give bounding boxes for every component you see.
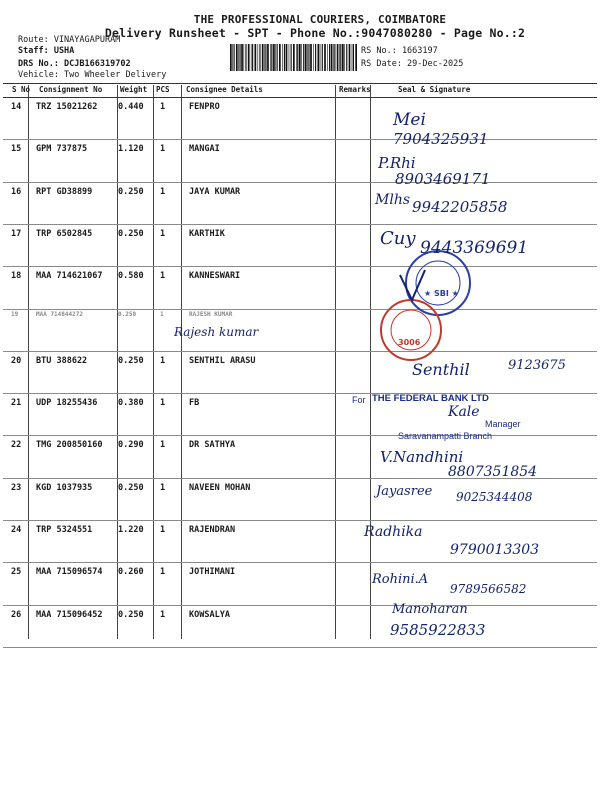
cell-pcs: 1 [160,144,166,155]
cell-pcs: 1 [160,228,166,239]
cell-name: MANGAI [189,144,220,155]
cell-weight: 0.250 [118,228,144,239]
phone-row24: 9790013303 [450,542,540,558]
cell-cno: BTU 388622 [36,355,88,366]
cell-weight: 0.290 [118,440,144,451]
rs-number: RS No.: 1663197 [361,46,438,56]
cell-weight: 0.250 [118,355,144,366]
cell-sno: 23 [11,482,22,493]
phone-row26: 9585922833 [390,621,486,639]
header-seal: Seal & Signature [398,85,471,94]
cell-name: JAYA KUMAR [189,186,241,197]
cell-sno: 15 [11,144,22,155]
cell-cno: MAA 714844272 [36,310,83,318]
federal-bank-stamp: THE FEDERAL BANK LTD [372,393,489,404]
phone-row16: 9942205858 [412,198,508,216]
svg-text:★ SBI ★: ★ SBI ★ [424,289,459,298]
cell-name: RAJENDRAN [189,525,236,535]
company-title: THE PROFESSIONAL COURIERS, COIMBATORE [193,13,447,26]
cell-pcs: 1 [160,525,166,535]
phone-row17: 9443369691 [420,238,529,258]
header-weight: Weight [120,85,148,94]
cell-cno: GPM 737875 [36,144,88,155]
drs-number: DRS No.: DCJB166319702 [18,59,131,69]
signature-row24: Radhika [364,524,423,540]
cell-pcs: 1 [160,609,166,620]
phone-row14: 7904325931 [393,130,489,148]
cell-weight: 0.250 [118,482,144,493]
cell-weight: 0.260 [118,567,144,578]
header-sno: S No [12,85,31,94]
cell-weight: 0.440 [118,102,144,112]
cell-sno: 22 [11,440,22,451]
phone-row15: 8903469171 [395,170,491,188]
signature-row16: Mlhs [375,192,411,208]
cell-cno: TMG 200850160 [36,440,103,451]
cell-pcs: 1 [160,567,166,578]
cell-name: DR SATHYA [189,440,236,451]
staff-label: Staff: USHA [18,46,75,56]
svg-text:3006: 3006 [398,338,421,347]
cell-name: SENTHIL ARASU [189,355,256,366]
cell-weight: 0.250 [118,186,144,197]
cell-name: KOWSALYA [189,609,230,620]
cell-pcs: 1 [160,271,166,282]
cell-pcs: 1 [160,102,166,112]
stamp-branch: Saravanampatti Branch [398,431,493,441]
cell-name: JOTHIMANI [189,567,236,578]
cell-weight: 0.580 [118,271,144,282]
runsheet-title: Delivery Runsheet - SPT - Phone No.:9047080280 - Page No.:2 [104,26,526,40]
cell-cno: MAA 714621067 [36,271,103,282]
cell-sno: 19 [11,310,19,318]
cell-cno: RPT GD38899 [36,186,93,197]
cell-pcs: 1 [160,482,166,493]
cell-cno: MAA 715096452 [36,609,103,620]
signature-row14: Mei [393,110,426,130]
signature-row19: Rajesh kumar [174,325,259,339]
cell-cno: KGD 1037935 [36,482,93,493]
signature-row20: Senthil [412,360,470,379]
cell-sno: 17 [11,228,22,239]
cell-cno: TRP 6502845 [36,228,93,239]
cell-name: KANNESWARI [189,271,241,282]
header-consignment: Consignment No [39,85,103,94]
cell-pcs: 1 [160,355,166,366]
cell-name: FENPRO [189,102,220,112]
header-consignee: Consignee Details [186,85,263,94]
cell-name: KARTHIK [189,228,225,239]
phone-row23: 9025344408 [456,490,533,504]
cell-sno: 21 [11,398,22,409]
cell-sno: 16 [11,186,22,197]
cell-weight: 1.220 [118,525,144,535]
cell-sno: 14 [11,102,22,112]
signature-icon [400,270,425,300]
cell-sno: 18 [11,271,22,282]
cell-sno: 26 [11,609,22,620]
sbi-stamp-icon [406,251,470,315]
stamp-role: Manager [485,419,521,429]
signature-row15: P.Rhi [378,154,416,172]
cell-pcs: 1 [160,398,166,409]
header-remarks: Remarks [339,85,371,94]
phone-row22: 8807351854 [448,464,538,480]
cell-name: FB [189,398,200,409]
signature-row22: V.Nandhini [380,448,464,466]
stamp-for-label: For [352,395,366,405]
phone-row20: 9123675 [508,358,566,373]
cell-sno: 20 [11,355,22,366]
phone-row25: 9789566582 [450,582,527,596]
cell-cno: UDP 18255436 [36,398,98,409]
cell-weight: 0.250 [118,310,137,318]
axis-bank-stamp-icon [381,300,441,360]
cell-cno: TRZ 15021262 [36,102,98,112]
cell-weight: 0.380 [118,398,144,409]
cell-pcs: 1 [160,310,164,318]
cell-weight: 1.120 [118,144,144,155]
cell-weight: 0.250 [118,609,144,620]
signature-row25: Rohini.A [372,572,429,587]
cell-cno: MAA 715096574 [36,567,103,578]
signature-row23: Jayasree [376,484,433,499]
manager-signature-icon: Kale [448,404,480,420]
cell-name: RAJESH KUMAR [189,310,233,318]
vehicle-label: Vehicle: Two Wheeler Delivery [18,70,167,80]
cell-cno: TRP 5324551 [36,525,93,535]
header-pcs: PCS [156,85,170,94]
route-label: Route: VINAYAGAPURAM [18,35,121,45]
cell-pcs: 1 [160,186,166,197]
cell-sno: 25 [11,567,22,578]
cell-pcs: 1 [160,440,166,451]
signature-row17: Cuy [380,228,416,249]
cell-name: NAVEEN MOHAN [189,482,251,493]
signature-row26: Manoharan [392,602,468,617]
cell-sno: 24 [11,525,22,535]
rs-date: RS Date: 29-Dec-2025 [361,59,464,69]
